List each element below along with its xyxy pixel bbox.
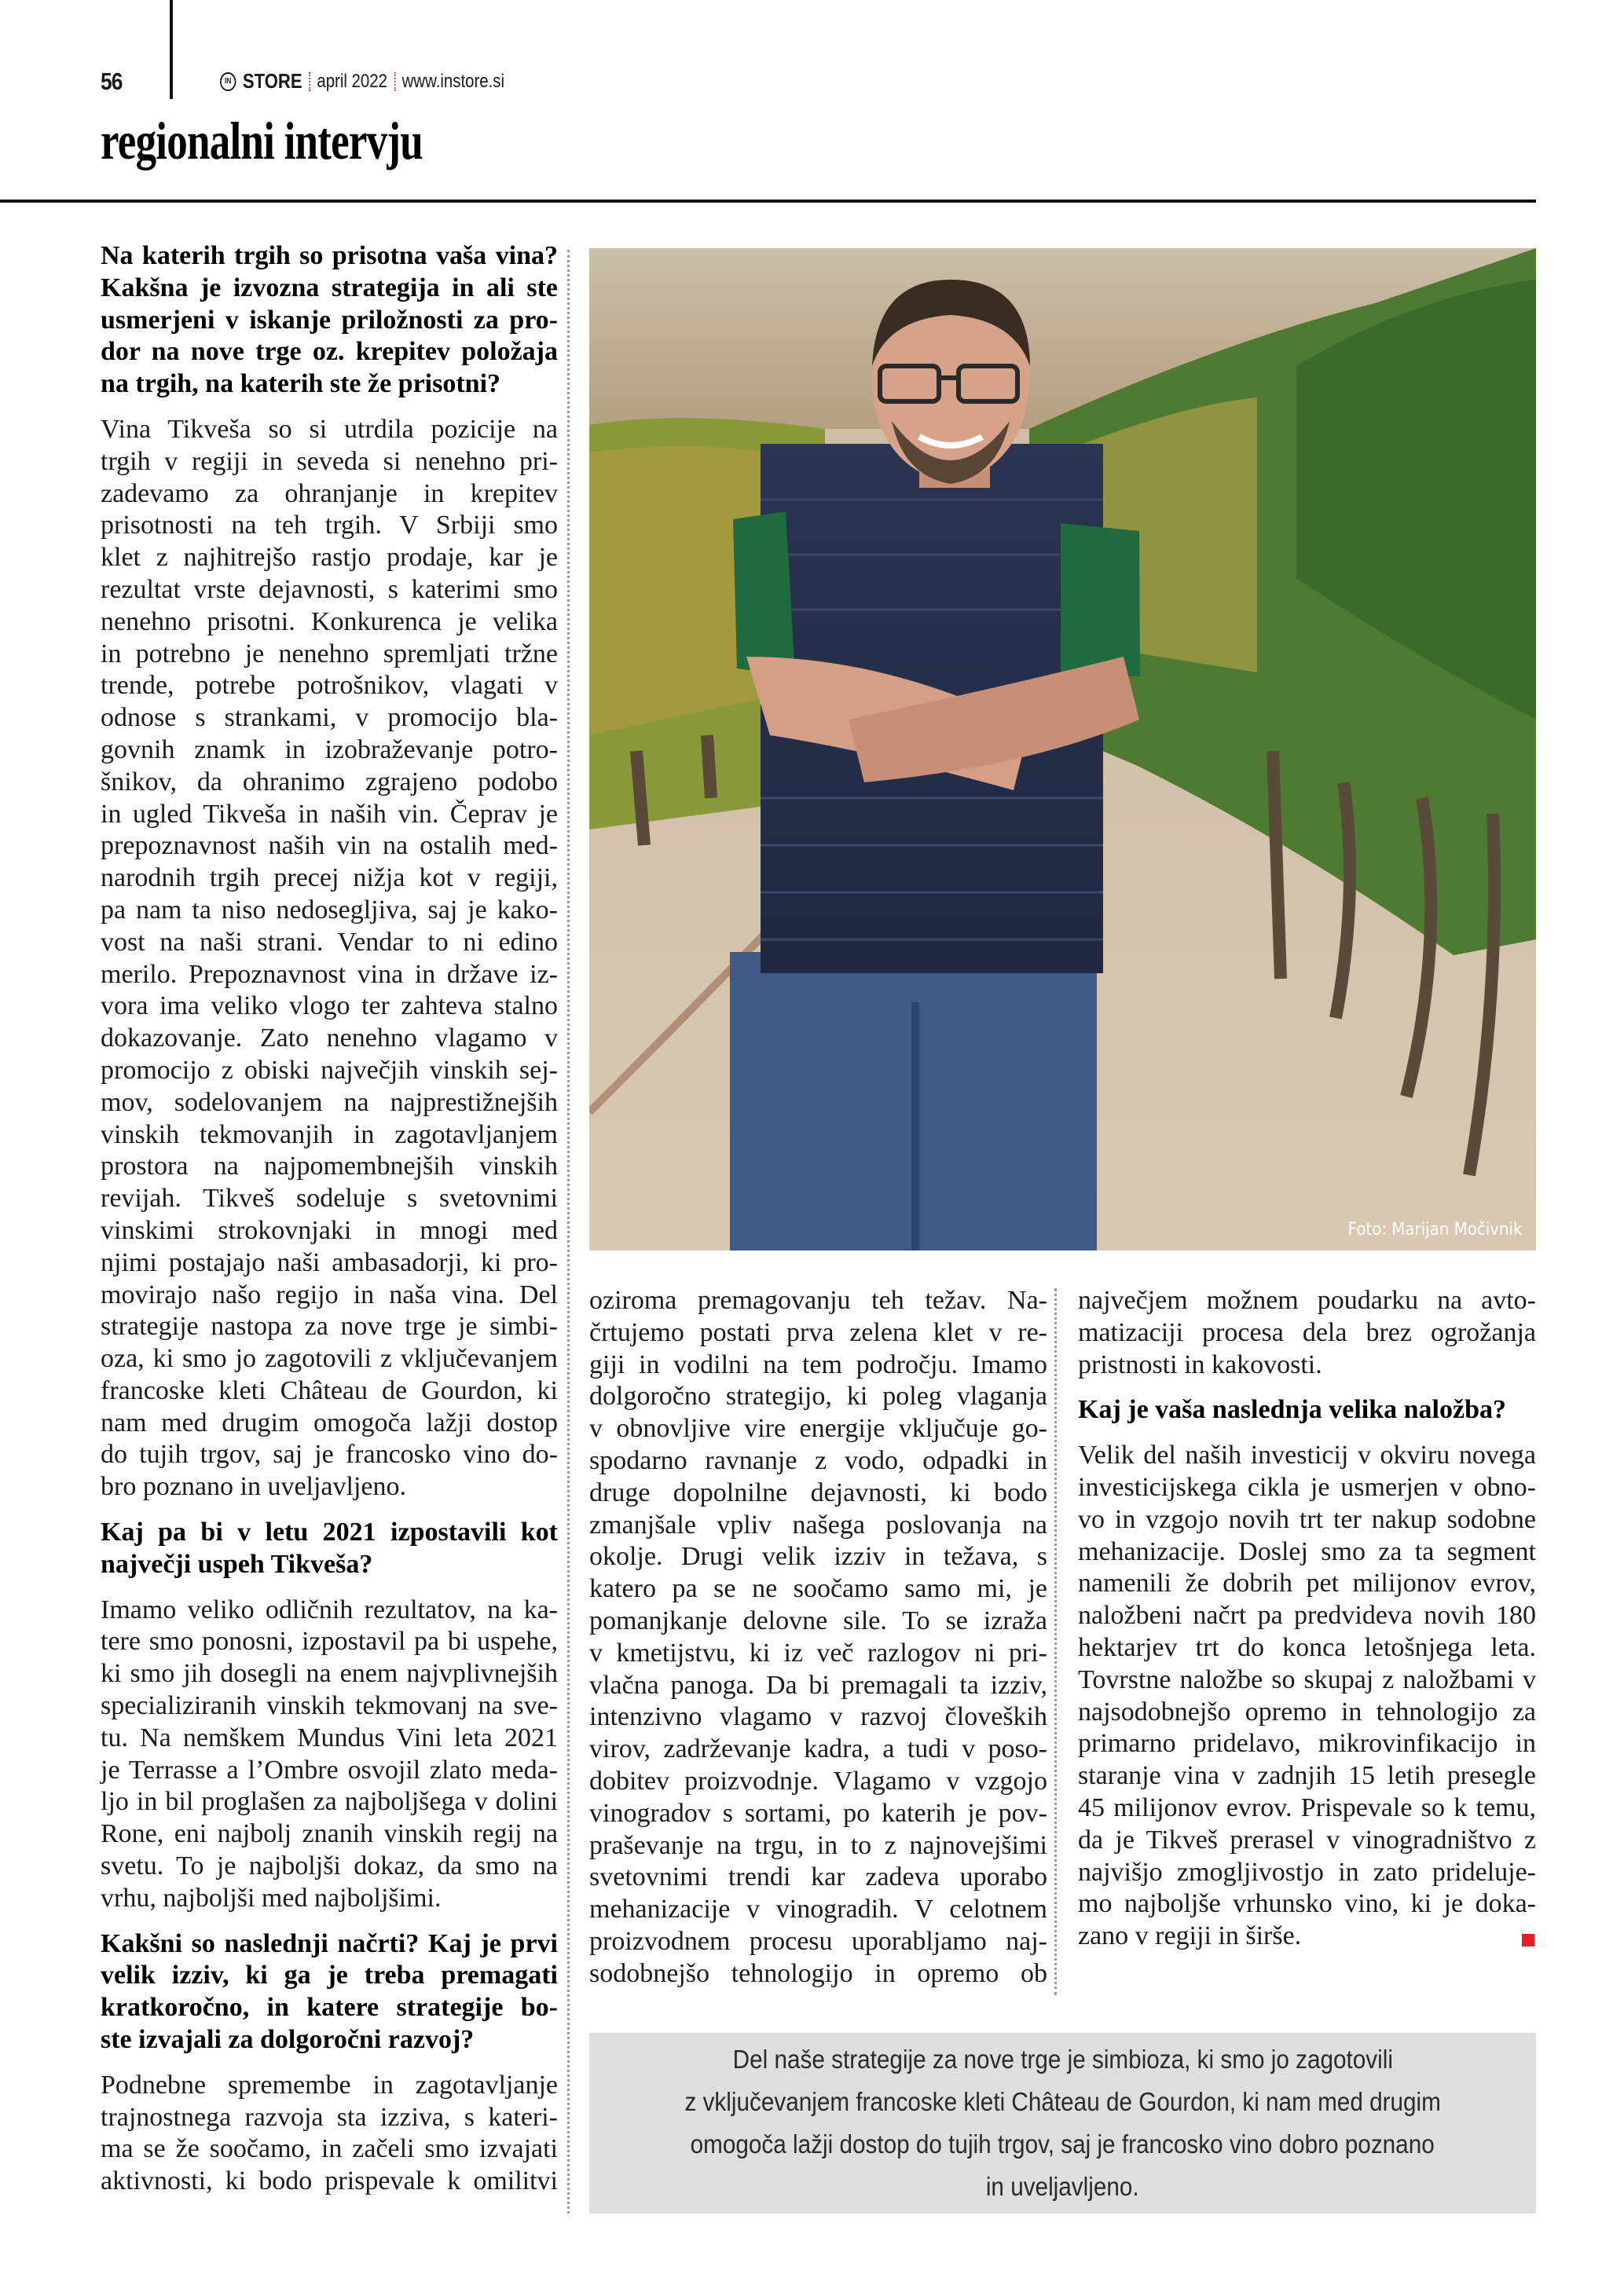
text-line: vo in vzgojo novih trt ter nakup sodobne <box>1078 1504 1536 1534</box>
text-line: sodobnejšo tehnologijo in opremo ob <box>589 1958 1047 1988</box>
text-line: zmanjšale vpliv našega poslovanja na <box>589 1510 1047 1540</box>
header-vertical-rule <box>170 0 173 99</box>
text-line: zano v regiji in širše. <box>1078 1921 1302 1951</box>
website-link[interactable]: www.instore.si <box>401 70 505 92</box>
text-line: movirajo našo regijo in naša vina. Del <box>101 1280 558 1309</box>
issue-date: april 2022 <box>317 70 387 92</box>
text-line: ljo in bil proglašen za najboljšega v dolini <box>101 1787 558 1817</box>
text-line: okolje. Drugi velik izziv in težava, s <box>589 1542 1047 1572</box>
text-line: nenehno prisotni. Konkurenca je velika <box>101 606 558 636</box>
text-line: Rone, eni najbolj znanih vinskih regij na <box>101 1819 558 1849</box>
text-line: najsodobnejšo opremo in tehnologijo za <box>1078 1697 1536 1727</box>
answer-paragraph <box>101 2070 558 2198</box>
text-line: investicijskega cikla je usmerjen v obno- <box>1078 1472 1536 1502</box>
text-line: pristnosti in kakovosti. <box>1078 1349 1322 1379</box>
text-line: tu. Na nemškem Mundus Vini leta 2021 <box>101 1723 558 1752</box>
text-line: Imamo veliko odličnih rezultatov, na ka- <box>101 1595 558 1624</box>
instore-logo-icon: IN <box>220 72 236 91</box>
text-line: trende, potrebe potrošnikov, vlagati v <box>101 671 558 701</box>
text-line: narodnih trgih precej nižja kot v regiji, <box>101 863 558 893</box>
text-line: dokazovanje. Zato nenehno vlagamo v <box>101 1023 558 1053</box>
text-line: proizvodnem procesu uporabljamo naj- <box>589 1926 1047 1956</box>
end-of-article-mark <box>1522 1934 1534 1946</box>
text-line: dor na nove trge oz. krepitev položaja <box>101 337 558 367</box>
text-line: pa nam ta niso nedosegljiva, saj je kako- <box>101 895 558 925</box>
text-line: francoske kleti Château de Gourdon, ki <box>101 1375 558 1405</box>
text-line: in ugled Tikveša in naših vin. Čeprav je <box>101 799 558 829</box>
text-line: mehanizacije v vinogradih. V celotnem <box>589 1895 1047 1924</box>
text-line: na trgih, na katerih ste že prisotni? <box>101 369 501 399</box>
column-divider <box>567 250 570 2214</box>
text-line: virov, zadrževanje kadra, a tudi v poso- <box>589 1734 1047 1764</box>
text-line: aktivnosti, ki bodo prispevale k omilitvi <box>101 2166 558 2196</box>
text-line: pomanjkanje delovne sile. To se izraža <box>589 1606 1047 1635</box>
text-line: zadevamo za ohranjanje in krepitev <box>101 478 558 508</box>
text-line: Vina Tikveša so si utrdila pozicije na <box>101 414 558 444</box>
text-line: katero pa se ne soočamo samo mi, je <box>589 1574 1047 1604</box>
section-title: regionalni intervju <box>101 111 423 170</box>
text-column-3 <box>1078 1285 1536 1966</box>
question-heading <box>1078 1394 1536 1426</box>
answer-paragraph <box>1078 1285 1536 1381</box>
text-line: trgih v regiji in seveda si nenehno pri- <box>101 446 558 476</box>
text-line: Velik del naših investicij v okviru novega <box>1078 1441 1536 1470</box>
text-line: vrhu, najboljši med najboljšimi. <box>101 1883 442 1913</box>
text-line: vora ima veliko vlogo ter zahteva stalno <box>101 991 558 1021</box>
text-line: strategije nastopa za nove trge je simbi- <box>101 1312 558 1342</box>
text-line: ki smo jih dosegli na enem najvplivnejših <box>101 1659 558 1689</box>
text-line: Kaj pa bi v letu 2021 izpostavili kot <box>101 1518 558 1547</box>
text-line: dolgoročno strategijo, ki poleg vlaganja <box>589 1382 1047 1412</box>
text-line: primarno pridelavo, mikrovinfikacijo in <box>1078 1729 1536 1759</box>
text-line: druge dopolnilne dejavnosti, ki bodo <box>589 1478 1047 1507</box>
pull-quote <box>589 2033 1536 2214</box>
text-line: da je Tikveš prerasel v vinogradništvo z <box>1078 1825 1536 1855</box>
text-line: in potrebno je nenehno spremljati tržne <box>101 639 558 668</box>
text-line: šnikov, da ohranimo zgrajeno podobo <box>101 767 558 796</box>
text-line: oza, ki smo jo zagotovili z vključevanjem <box>101 1344 558 1374</box>
text-line: intenzivno vlagamo v razvoj človeških <box>589 1702 1047 1732</box>
text-line: trajnostnega razvoja sta izziva, s kateri- <box>101 2102 558 2132</box>
text-line: naložbeni načrt pa predvideva novih 180 <box>1078 1601 1536 1631</box>
pull-quote-line: Del naše strategije za nove trge je simbioza, ki smo jo zagotovili <box>732 2045 1393 2074</box>
answer-paragraph <box>589 1285 1047 1990</box>
text-line: klet z najhitrejšo rastjo prodaje, kar je <box>101 543 558 573</box>
text-line: najvišjo zmogljivostjo in zato prideluje- <box>1078 1857 1536 1887</box>
text-line: vinskih tekmovanjih in zagotavljanjem <box>101 1119 558 1149</box>
masthead <box>220 69 504 93</box>
brand-name: STORE <box>242 69 302 93</box>
text-line: v kmetijstvu, ki iz več razlogov ni pri- <box>589 1638 1047 1668</box>
text-line: namenili že dobrih pet milijonov evrov, <box>1078 1569 1536 1598</box>
interview-photo <box>589 248 1536 1251</box>
text-line: prepoznavnost naših vin na ostalih med- <box>101 831 558 861</box>
text-line: govnih znamk in izobraževanje potro- <box>101 734 558 764</box>
text-line: tere smo ponosni, izpostavil pa bi uspehe, <box>101 1627 558 1657</box>
text-line: giji in vodilni na tem področju. Imamo <box>589 1349 1047 1379</box>
text-line: Kakšni so naslednji načrti? Kaj je prvi <box>101 1928 558 1958</box>
text-line: vost na naši strani. Vendar to ni edino <box>101 927 558 957</box>
text-line: vlačna panoga. Da bi premagali ta izziv, <box>589 1670 1047 1700</box>
text-line: prostora na najpomembnejših vinskih <box>101 1152 558 1181</box>
text-line: specializiranih vinskih tekmovanj na sve- <box>101 1691 558 1721</box>
answer-paragraph <box>101 1595 558 1915</box>
text-line: največji uspeh Tikveša? <box>101 1549 373 1579</box>
photo-credit: Foto: Marijan Močivnik <box>1347 1220 1522 1240</box>
text-line: Kakšna je izvozna strategija in ali ste <box>101 273 558 302</box>
text-line: usmerjeni v iskanje priložnosti za pro- <box>101 305 558 335</box>
text-line: rezultat vrste dejavnosti, s katerimi smo <box>101 574 558 604</box>
text-line: vinskimi strokovnjaki in mnogi med <box>101 1215 558 1245</box>
text-column-1 <box>101 240 558 2211</box>
text-line: praševanje na trgu, in to z najnovejšimi <box>589 1830 1047 1860</box>
answer-paragraph <box>1078 1440 1536 1953</box>
question-heading <box>101 240 558 401</box>
text-line: v obnovljive vire energije vključuje go- <box>589 1414 1047 1444</box>
text-line: Podnebne spremembe in zagotavljanje <box>101 2070 558 2100</box>
pull-quote-line: in uveljavljeno. <box>986 2172 1139 2201</box>
header-divider <box>0 200 1536 203</box>
text-line: velik izziv, ki ga je treba premagati <box>101 1961 558 1990</box>
text-line: je Terrasse a l’Ombre osvojil zlato meda- <box>101 1755 558 1785</box>
answer-paragraph <box>101 414 558 1503</box>
separator <box>394 72 395 91</box>
text-line: hektarjev trt do konca letošnjega leta. <box>1078 1632 1536 1662</box>
text-line: Kaj je vaša naslednja velika naložba? <box>1078 1395 1506 1425</box>
text-line: ste izvajali za dolgoročni razvoj? <box>101 2025 475 2055</box>
pull-quote-line: z vključevanjem francoske kleti Château de Gourdon, ki nam med drugim <box>684 2087 1441 2116</box>
question-heading <box>101 1928 558 2056</box>
text-column-2 <box>589 1285 1047 2004</box>
text-line: Na katerih trgih so prisotna vaša vina? <box>101 241 558 270</box>
text-line: odnose s strankami, v promocijo bla- <box>101 703 558 733</box>
text-line: revijah. Tikveš sodeluje s svetovnimi <box>101 1184 558 1214</box>
text-line: nam med drugim omogoča lažji dostop <box>101 1408 558 1437</box>
text-line: svetu. To je najboljši dokaz, da smo na <box>101 1851 558 1881</box>
text-line: bro poznano in uveljavljeno. <box>101 1472 407 1502</box>
text-line: Tovrstne naložbe so skupaj z naložbami v <box>1078 1664 1536 1694</box>
text-line: vinogradov s sortami, po katerih je pov- <box>589 1798 1047 1828</box>
text-line: kratkoročno, in katere strategije bo- <box>101 1993 558 2023</box>
text-line: dobitev proizvodnje. Vlagamo v vzgojo <box>589 1766 1047 1796</box>
question-heading <box>101 1517 558 1581</box>
text-line: matizaciji procesa dela brez ogrožanja <box>1078 1317 1536 1347</box>
text-line: staranje vina v zadnjih 15 letih presegle <box>1078 1761 1536 1791</box>
text-line: spodarno ravnanje z vodo, odpadki in <box>589 1445 1047 1475</box>
separator <box>309 72 310 91</box>
text-line: do tujih trgov, saj je francosko vino do- <box>101 1440 558 1470</box>
vineyard-portrait-image <box>589 248 1536 1251</box>
text-line: 45 milijonov evrov. Prispevale so k temu, <box>1078 1792 1536 1822</box>
text-line: prisotnosti na teh trgih. V Srbiji smo <box>101 511 558 540</box>
text-line: njimi postajajo naši ambasadorji, ki pro- <box>101 1247 558 1277</box>
text-line: ma se že soočamo, in začeli smo izvajati <box>101 2134 558 2164</box>
text-line: promocijo z obiski največjih vinskih sej- <box>101 1055 558 1085</box>
text-line: mov, sodelovanjem na najprestižnejših <box>101 1087 558 1117</box>
page-number: 56 <box>101 68 123 95</box>
text-line: največjem možnem poudarku na avto- <box>1078 1286 1536 1315</box>
text-line: svetovnimi trendi kar zadeva uporabo <box>589 1862 1047 1892</box>
text-line: črtujemo postati prva zelena klet v re- <box>589 1317 1047 1347</box>
text-line: merilo. Prepoznavnost vina in države iz- <box>101 959 558 989</box>
text-line: mo najboljše vrhunsko vino, ki je doka- <box>1078 1889 1536 1919</box>
pull-quote-line: omogoča lažji dostop do tujih trgov, saj je francosko vino dobro poznano <box>690 2129 1435 2159</box>
column-divider <box>1054 1288 1057 1995</box>
text-line: oziroma premagovanju teh težav. Na- <box>589 1286 1047 1315</box>
text-line: mehanizacije. Doslej smo za ta segment <box>1078 1536 1536 1566</box>
